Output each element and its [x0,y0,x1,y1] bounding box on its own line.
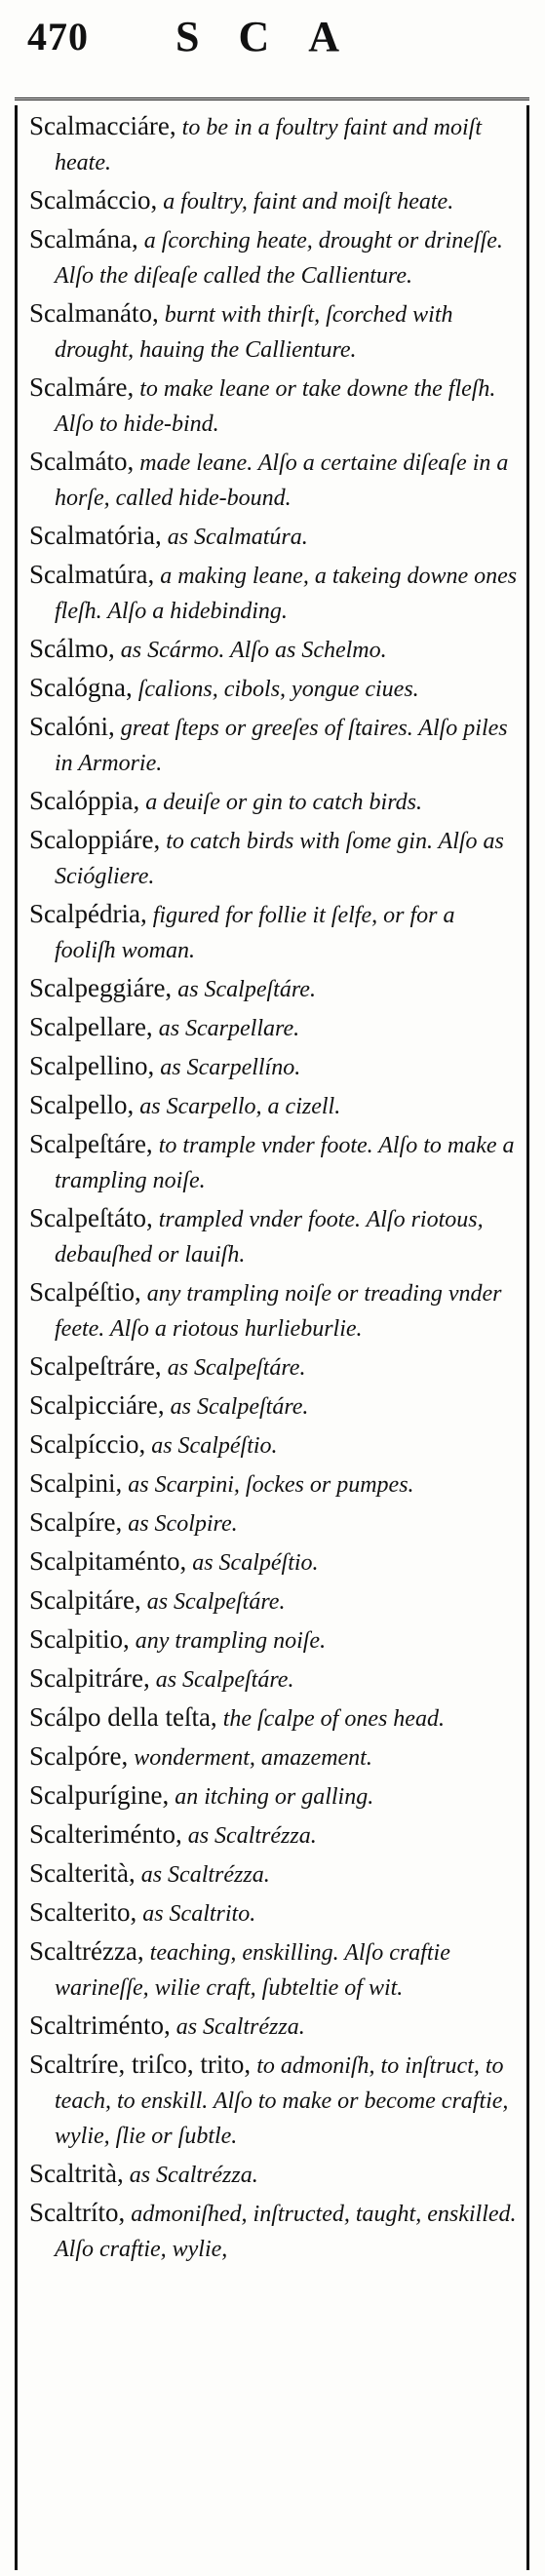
entry-definition: as Scalpeſtáre. [161,1355,306,1381]
entry-headword: Scaltriménto, [29,2010,171,2040]
dictionary-entry [29,1275,522,1346]
dictionary-entry [29,1622,522,1658]
entry-definition: to be in a foultry faint and moiſt heate. [55,115,482,176]
dictionary-entry [29,1049,522,1084]
dictionary-entry [29,1505,522,1541]
dictionary-entry [29,1700,522,1736]
entry-definition: as Scaltrézza. [123,2163,258,2188]
entry-definition: as Scalpéſtio. [186,1550,319,1576]
entry-definition: as Scaltrézza. [181,1823,317,1849]
dictionary-entry [29,1544,522,1580]
entry-definition: a making leane, a takeing downe ones fleſh. Alſo a hidebinding. [55,564,518,624]
entry-definition: teaching, enskilling. Alſo craftie warineſſe, wilie craft, ſubteltie of wit. [55,1940,450,2001]
dictionary-entry [29,784,522,819]
dictionary-entry [29,222,522,293]
entry-definition: as Scalpeſtáre. [164,1394,309,1420]
dictionary-entry [29,710,522,780]
entry-headword: Scalterità, [29,1858,136,1888]
entry-headword: Scalpellare, [29,1012,153,1041]
entry-headword: Scalóppia, [29,786,140,815]
entry-definition: to admoniſh, to inſtruct, to teach, to enskill. Alſo to make or become craftie, wylie, ſlie or ſubtle. [55,2053,509,2149]
dictionary-entry [29,1817,522,1853]
entry-definition: an itching or galling. [169,1784,374,1810]
entry-headword: Scalmanáto, [29,298,159,328]
dictionary-entry [29,2048,522,2153]
dictionary-entry [29,823,522,893]
dictionary-entry [29,1466,522,1502]
dictionary-entry [29,1895,522,1931]
entry-headword: Scalmatória, [29,521,162,550]
entry-definition: a foultry, faint and moiſt heate. [157,189,454,215]
entry-definition: as Scármo. Alſo as Schelmo. [114,638,387,663]
entry-headword: Scalpitáre, [29,1585,141,1615]
entry-headword: Scalpitaménto, [29,1546,187,1576]
entry-definition: as Scolpire. [122,1511,238,1537]
entry-headword: Scalmáto, [29,447,135,476]
entry-list [29,109,522,2270]
entry-headword: Scalteriménto, [29,1819,182,1849]
entry-definition: to catch birds with ſome gin. Alſo as Sciógliere. [55,829,504,889]
entry-definition: figured for follie it ſelfe, or for a fooliſh woman. [55,903,455,963]
dictionary-entry [29,1934,522,2005]
entry-headword: Scalmáre, [29,372,135,402]
entry-headword: Scalpitio, [29,1624,130,1654]
dictionary-entry [29,371,522,441]
entry-definition: a deuiſe or gin to catch birds. [139,790,422,815]
entry-headword: Scalpitráre, [29,1663,150,1693]
dictionary-entry [29,1349,522,1385]
entry-headword: Scalógna, [29,673,133,702]
entry-definition: great ſteps or greeſes of ſtaires. Alſo piles in Armorie. [55,716,508,776]
entry-headword: Scalpello, [29,1090,135,1119]
entry-definition: as Scalpeſtáre. [172,977,316,1002]
entry-definition: wonderment, amazement. [128,1745,372,1771]
dictionary-entry [29,1583,522,1619]
dictionary-entry [29,1661,522,1697]
entry-headword: Scalpéſtio, [29,1277,141,1307]
entry-definition: as Scarpello, a cizell. [134,1094,341,1119]
page-header [0,0,545,66]
dictionary-entry [29,2196,522,2266]
dictionary-entry [29,1778,522,1814]
dictionary-entry [29,2009,522,2044]
entry-headword: Scalpeggiáre, [29,973,173,1002]
entry-headword: Scaltrità, [29,2159,124,2188]
dictionary-entry [29,1010,522,1045]
dictionary-entry [29,897,522,967]
dictionary-entry [29,1127,522,1197]
entry-definition: made leane. Alſo a certaine diſeaſe in a horſe, called hide-bound. [55,450,509,511]
entry-definition: any trampling noiſe. [129,1628,327,1654]
dictionary-entry [29,183,522,218]
dictionary-entry [29,1739,522,1775]
dictionary-entry [29,1856,522,1892]
entry-definition: a ſcorching heate, drought or drineſſe. Alſo the diſeaſe called the Callienture. [55,228,503,289]
entry-definition: as Scalpeſtáre. [140,1589,286,1615]
entry-definition: burnt with thirſt, ſcorched with drought, hauing the Callienture. [55,302,453,363]
entry-definition: as Scaltrézza. [135,1862,270,1888]
dictionary-entry [29,445,522,515]
entry-definition: as Scarpellare. [152,1016,300,1041]
dictionary-entry [29,2157,522,2192]
running-head: SCA [175,13,379,60]
entry-headword: Scaltrézza, [29,1936,144,1966]
entry-definition: as Scalmatúra. [161,525,308,550]
entry-definition: as Scalpéſtio. [145,1433,278,1459]
dictionary-entry [29,1201,522,1271]
entry-definition: as Scarpellíno. [154,1055,301,1080]
dictionary-entry [29,296,522,367]
entry-definition: the ſcalpe of ones head. [216,1706,445,1732]
dictionary-entry [29,519,522,554]
entry-headword: Scalpicciáre, [29,1390,165,1420]
dictionary-entry [29,971,522,1006]
entry-definition: ſcalions, cibols, yongue ciues. [132,677,419,702]
entry-headword: Scalpeſtáre, [29,1129,153,1158]
entry-headword: Scaloppiáre, [29,825,161,854]
entry-headword: Scalpédria, [29,899,147,928]
entry-definition: as Scarpini, ſockes or pumpes. [122,1472,414,1498]
entry-definition: to make leane or take downe the fleſh. Alſo to hide-bind. [55,376,496,437]
dictionary-entry [29,1088,522,1123]
entry-definition: as Scaltrito. [136,1901,256,1927]
entry-headword: Scalpellino, [29,1051,155,1080]
entry-definition: as Scaltrézza. [170,2014,305,2040]
entry-definition: admoniſhed, inſtructed, taught, enskilled. Alſo craftie, wylie, [55,2202,517,2262]
entry-definition: as Scalpeſtáre. [149,1667,294,1693]
entry-headword: Scalpíccio, [29,1429,146,1459]
entry-headword: Scalmacciáre, [29,111,176,140]
entry-headword: Scalpíre, [29,1507,123,1537]
page-number: 470 [27,15,89,59]
entry-headword: Scalpeſtáto, [29,1203,153,1232]
entry-definition: any trampling noiſe or treading vnder feete. Alſo a riotous hurlieburlie. [55,1281,502,1342]
entry-headword: Scalpurígine, [29,1780,170,1810]
entry-headword: Scaltríto, [29,2198,126,2227]
entry-headword: Scálmo, [29,634,115,663]
entry-definition: to trample vnder foote. Alſo to make a trampling noiſe. [55,1133,515,1193]
entry-headword: Scalóni, [29,712,115,741]
entry-headword: Scálpo della teſta, [29,1702,217,1732]
dictionary-entry [29,671,522,706]
entry-headword: Scalmána, [29,224,138,254]
entry-headword: Scalmáccio, [29,185,158,215]
dictionary-entry [29,1427,522,1463]
entry-headword: Scaltríre, triſco, trito, [29,2049,252,2079]
entry-definition: trampled vnder foote. Alſo riotous, debauſhed or lauiſh. [55,1207,484,1268]
dictionary-entry [29,632,522,667]
entry-headword: Scalmatúra, [29,560,155,589]
entry-headword: Scalpini, [29,1468,123,1498]
entry-headword: Scalpeſtráre, [29,1351,162,1381]
dictionary-entry [29,1388,522,1424]
dictionary-entry [29,109,522,179]
entry-headword: Scalterito, [29,1897,137,1927]
dictionary-entry [29,558,522,628]
entry-headword: Scalpóre, [29,1741,129,1771]
